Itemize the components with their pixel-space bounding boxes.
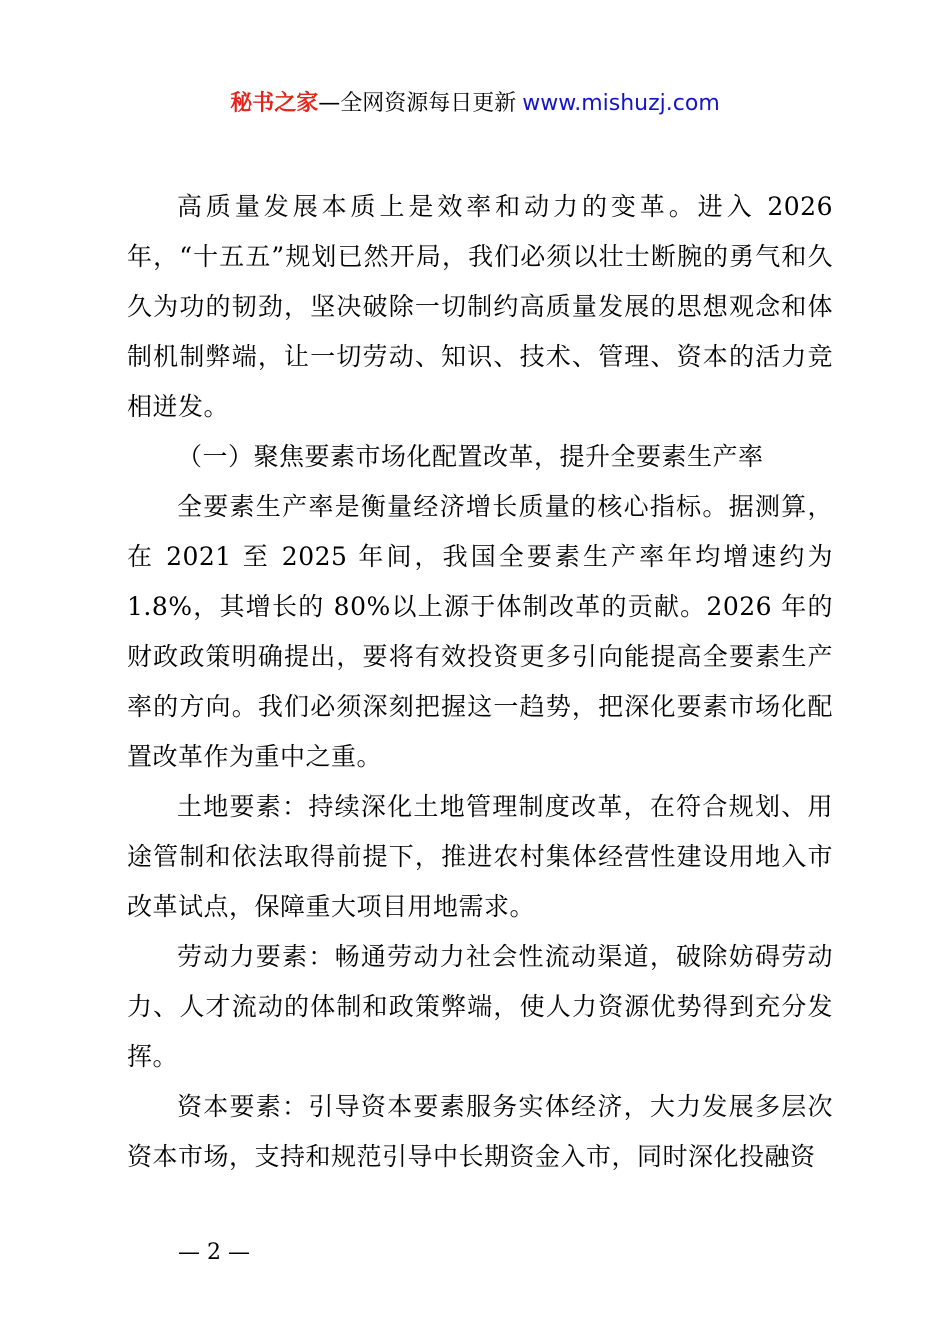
paragraph-tfp: 全要素生产率是衡量经济增长质量的核心指标。据测算，在 2021 至 2025 年间，我国全要素生产率年均增速约为 1.8%，其增长的 80%以上源于体制改革的贡献。2026 年的财政政策明确提出，要将有效投资更多引向能提高全要素生产率的方向。我们必须深刻把握这一趋势，把深化要素市场化配置改革作为重中之重。	[127, 492, 833, 771]
section-heading: （一）聚焦要素市场化配置改革，提升全要素生产率	[177, 442, 764, 471]
paragraph-land: 土地要素：持续深化土地管理制度改革，在符合规划、用途管制和依法取得前提下，推进农村集体经营性建设用地入市改革试点，保障重大项目用地需求。	[127, 792, 833, 921]
document-body	[127, 182, 833, 1182]
website-link[interactable]: www.mishuzj.com	[522, 91, 720, 116]
paragraph-labor: 劳动力要素：畅通劳动力社会性流动渠道，破除妨碍劳动力、人才流动的体制和政策弊端，使人力资源优势得到充分发挥。	[127, 942, 833, 1071]
header-slogan: —全网资源每日更新	[318, 91, 517, 116]
page-number: — 2 —	[178, 1240, 250, 1265]
page-header	[0, 88, 950, 120]
paragraph-intro: 高质量发展本质上是效率和动力的变革。进入 2026 年，“十五五”规划已然开局，我们必须以壮士断腕的勇气和久久为功的韧劲，坚决破除一切制约高质量发展的思想观念和体制机制弊端，让一切劳动、知识、技术、管理、资本的活力竞相迸发。	[127, 192, 833, 421]
brand-name: 秘书之家	[230, 91, 319, 116]
paragraph-capital: 资本要素：引导资本要素服务实体经济，大力发展多层次资本市场，支持和规范引导中长期资金入市，同时深化投融资	[127, 1092, 833, 1171]
